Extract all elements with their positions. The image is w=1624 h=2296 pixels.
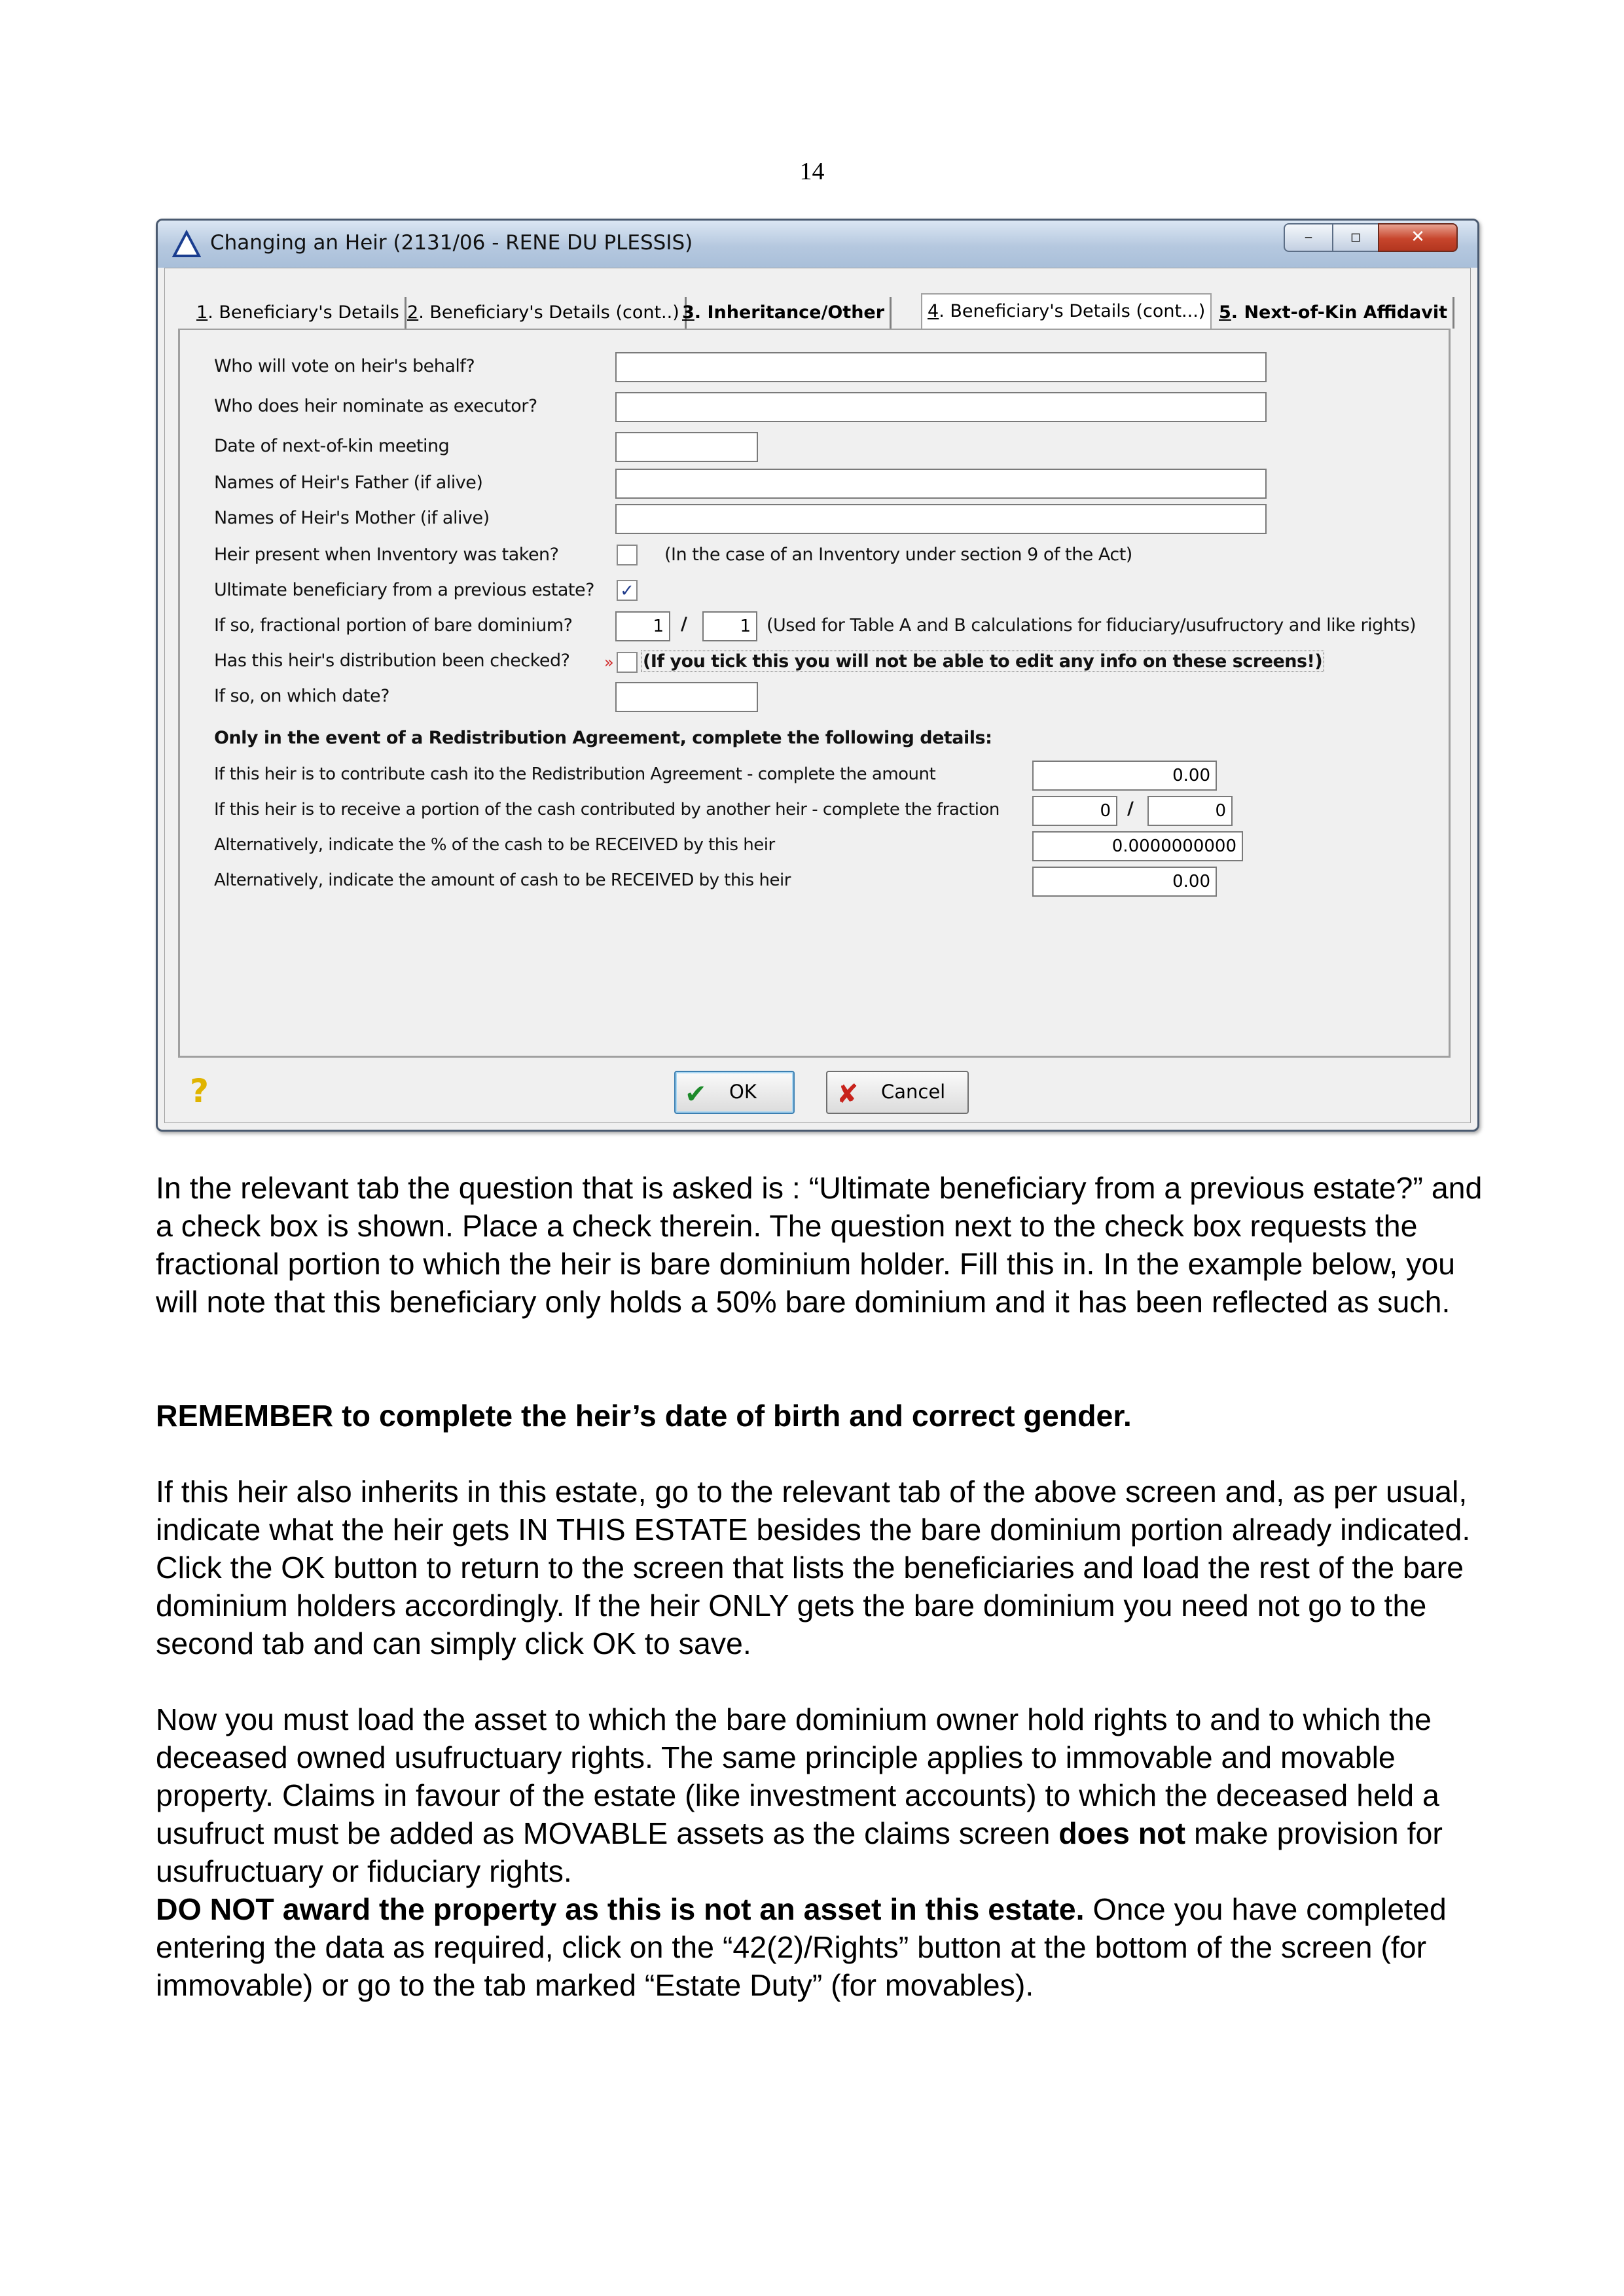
father-label: Names of Heir's Father (if alive) bbox=[214, 473, 483, 493]
receive-fraction-slash: / bbox=[1127, 798, 1134, 819]
tab-inheritance-other[interactable]: 3. Inheritance/Other bbox=[677, 297, 892, 329]
paragraph-inherits: If this heir also inherits in this estate, go to the relevant tab of the above screen and, as per usual, indicate what the heir gets IN THIS ESTATE besides the bare dominium portion already indicated. Click the OK button to return to the screen that lists the beneficiaries and load the rest of the bare dominium holders accordingly. If the heir ONLY gets the bare dominium you need not go to the second tab and can simply click OK to save. bbox=[156, 1475, 1471, 1660]
does-not-emphasis: does not bbox=[1058, 1816, 1186, 1850]
father-field[interactable] bbox=[615, 469, 1267, 499]
meeting-date-label: Date of next-of-kin meeting bbox=[214, 436, 450, 456]
which-date-label: If so, on which date? bbox=[214, 686, 389, 706]
help-icon[interactable]: ? bbox=[190, 1072, 209, 1110]
mother-field[interactable] bbox=[615, 504, 1267, 534]
amount-field[interactable]: 0.00 bbox=[1032, 867, 1217, 897]
tab-beneficiary-details[interactable]: 1. Beneficiary's Details bbox=[191, 297, 406, 329]
present-note: (In the case of an Inventory under section 9 of the Act) bbox=[664, 545, 1132, 565]
contribute-label: If this heir is to contribute cash ito the Redistribution Agreement - complete the amount bbox=[214, 764, 936, 784]
paragraph-do-not-award: DO NOT award the property as this is not an asset in this estate. Once you have completed entering the data as required, click on the “42(2)/Rights” button at the bottom of the screen (for immovable) or go to the tab marked “Estate Duty” (for movables). bbox=[156, 1892, 1447, 2002]
tab-next-of-kin-affidavit[interactable]: 5. Next-of-Kin Affidavit bbox=[1214, 297, 1454, 329]
receive-numerator-field[interactable]: 0 bbox=[1032, 796, 1117, 826]
executor-field[interactable] bbox=[615, 392, 1267, 422]
amount-label: Alternatively, indicate the amount of cash to be RECEIVED by this heir bbox=[214, 870, 791, 890]
redistribution-heading: Only in the event of a Redistribution Agreement, complete the following details: bbox=[214, 728, 992, 748]
checkmark-icon: ✓ bbox=[620, 581, 634, 600]
fraction-note: (Used for Table A and B calculations for fiduciary/usufructory and like rights) bbox=[767, 615, 1416, 636]
percent-label: Alternatively, indicate the % of the cash to be RECEIVED by this heir bbox=[214, 835, 775, 855]
do-not-award-emphasis: DO NOT award the property as this is not an asset in this estate. bbox=[156, 1892, 1085, 1926]
mother-label: Names of Heir's Mother (if alive) bbox=[214, 508, 490, 528]
tab-panel bbox=[178, 329, 1451, 1058]
fraction-label: If so, fractional portion of bare dominium? bbox=[214, 615, 573, 636]
minimize-button[interactable]: – bbox=[1284, 223, 1333, 252]
fraction-slash: / bbox=[681, 614, 687, 634]
present-label: Heir present when Inventory was taken? bbox=[214, 545, 559, 565]
close-button[interactable]: ✕ bbox=[1378, 223, 1458, 252]
window-title: Changing an Heir (2131/06 - RENE DU PLESSIS) bbox=[210, 231, 693, 255]
ok-button[interactable] bbox=[674, 1071, 795, 1114]
distribution-warning: (If you tick this you will not be able to edit any info on these screens!) bbox=[641, 651, 1324, 672]
tab-beneficiary-details-cont[interactable]: 2. Beneficiary's Details (cont..) bbox=[402, 297, 687, 329]
page-number: 14 bbox=[799, 158, 825, 185]
vote-field[interactable] bbox=[615, 352, 1267, 382]
checkmark-icon: ✔ bbox=[685, 1079, 707, 1109]
ultimate-label: Ultimate beneficiary from a previous estate? bbox=[214, 580, 594, 600]
tab-beneficiary-details-cont-active[interactable]: 4. Beneficiary's Details (cont...) bbox=[921, 293, 1212, 331]
vote-label: Who will vote on heir's behalf? bbox=[214, 356, 475, 376]
button-bar bbox=[178, 1058, 1457, 1122]
distribution-checked-checkbox[interactable] bbox=[617, 652, 638, 673]
dialog-window bbox=[156, 219, 1479, 1132]
title-bar[interactable] bbox=[158, 221, 1477, 268]
which-date-field[interactable] bbox=[615, 682, 758, 712]
distribution-checked-label: Has this heir's distribution been checked? bbox=[214, 651, 570, 671]
cancel-button-label: Cancel bbox=[881, 1081, 946, 1103]
required-marker-icon: » bbox=[604, 653, 614, 672]
paragraph-remember: REMEMBER to complete the heir’s date of birth and correct gender. bbox=[156, 1399, 1132, 1433]
executor-label: Who does heir nominate as executor? bbox=[214, 396, 537, 416]
maximize-button[interactable]: ▫ bbox=[1332, 223, 1379, 252]
receive-denominator-field[interactable]: 0 bbox=[1147, 796, 1233, 826]
cancel-button[interactable] bbox=[826, 1071, 969, 1114]
fraction-denominator-field[interactable]: 1 bbox=[702, 611, 757, 641]
ok-button-label: OK bbox=[729, 1081, 757, 1103]
dialog-client-area bbox=[164, 268, 1471, 1123]
paragraph-load-asset: Now you must load the asset to which the bare dominium owner hold rights to and to which the deceased owned usufructuary rights. The same principle applies to immovable and movable property. Claims in favour of the estate (like investment accounts) to which the deceased held a usufruct must be added as MOVABLE assets as the claims screen does not make provision for usufructuary or fiduciary rights. bbox=[156, 1702, 1443, 1888]
ultimate-checkbox[interactable] bbox=[617, 580, 638, 601]
warning-triangle-icon bbox=[172, 230, 201, 259]
paragraph-ultimate-beneficiary: In the relevant tab the question that is asked is : “Ultimate beneficiary from a previous estate?” and a check box is shown. Place a check therein. The question next to the check box requests the fractional portion to which the heir is bare dominium holder. Fill this in. In the example below, you will note that this beneficiary only holds a 50% bare dominium and it has been reflected as such. bbox=[156, 1171, 1483, 1319]
meeting-date-field[interactable] bbox=[615, 432, 758, 462]
present-checkbox[interactable] bbox=[617, 545, 638, 565]
cross-icon: ✘ bbox=[837, 1079, 859, 1109]
receive-fraction-label: If this heir is to receive a portion of the cash contributed by another heir - complete the fraction bbox=[214, 800, 1000, 819]
percent-field[interactable]: 0.0000000000 bbox=[1032, 831, 1243, 861]
fraction-numerator-field[interactable]: 1 bbox=[615, 611, 670, 641]
contribute-amount-field[interactable]: 0.00 bbox=[1032, 761, 1217, 791]
